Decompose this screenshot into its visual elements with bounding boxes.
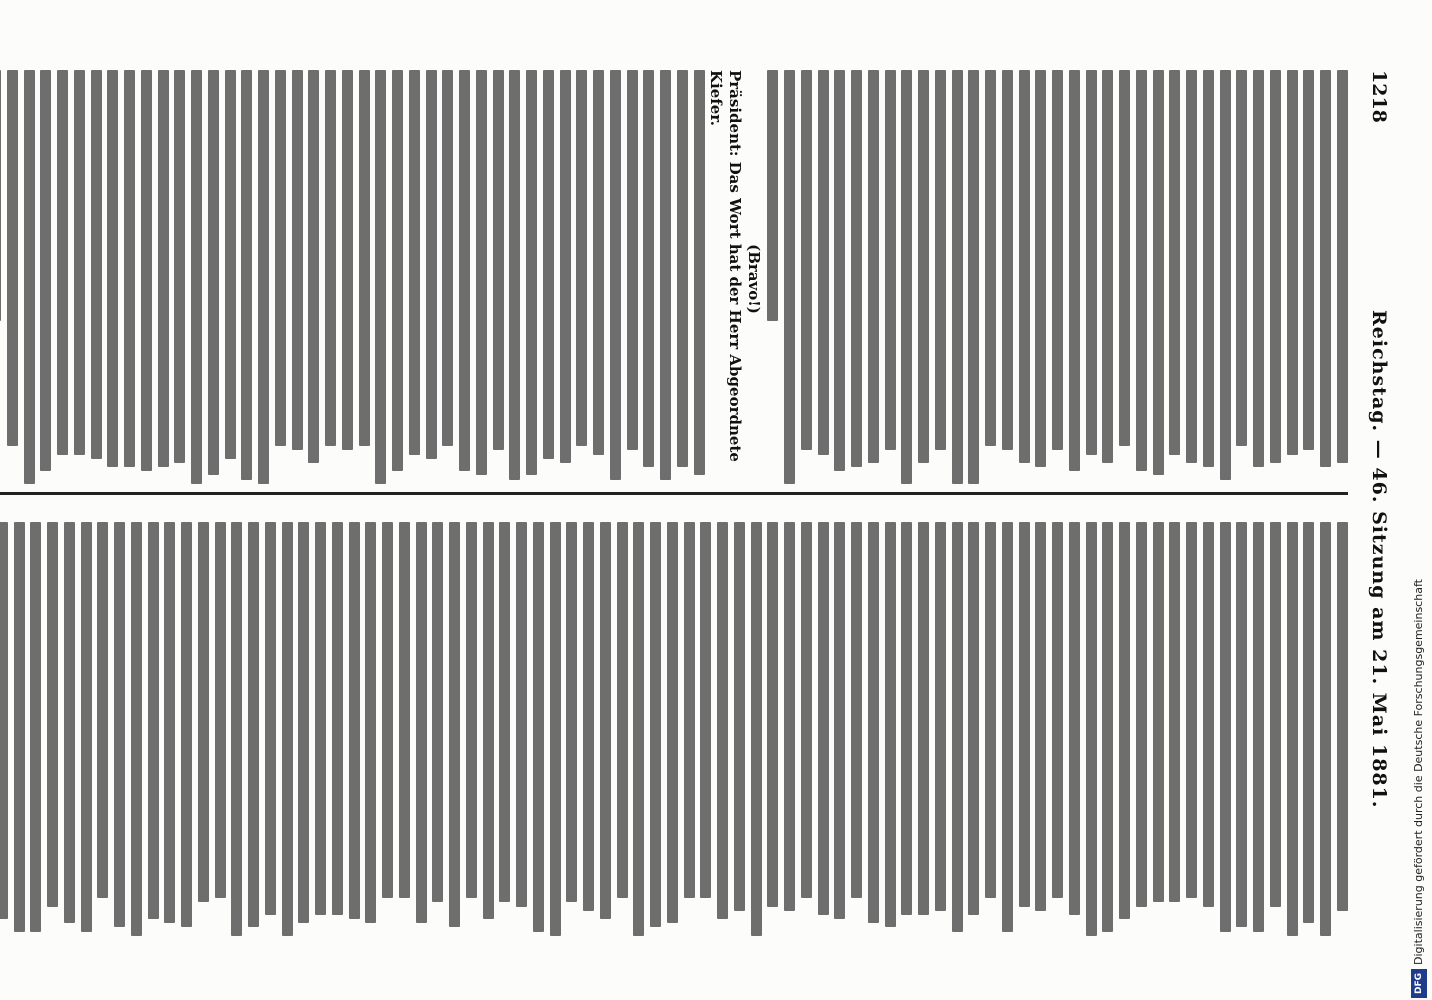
illegible-text-line — [64, 522, 75, 923]
illegible-text-line — [1237, 522, 1248, 927]
illegible-text-line — [1287, 70, 1298, 455]
running-title: Reichstag. — 46. Sitzung am 21. Mai 1881. — [1368, 310, 1390, 809]
illegible-text-line — [533, 522, 544, 932]
illegible-text-line — [1119, 70, 1130, 446]
illegible-text-line — [1320, 522, 1331, 936]
illegible-text-line — [969, 522, 980, 915]
illegible-text-line — [510, 70, 521, 480]
illegible-text-line — [392, 70, 403, 471]
illegible-text-line — [483, 522, 494, 919]
illegible-text-line — [617, 522, 628, 898]
illegible-text-line — [382, 522, 393, 898]
illegible-text-line — [108, 70, 119, 467]
illegible-text-line — [677, 70, 688, 467]
illegible-text-line — [526, 70, 537, 475]
illegible-text-line — [818, 522, 829, 915]
illegible-text-line — [985, 522, 996, 898]
illegible-text-line — [416, 522, 427, 923]
illegible-text-line — [141, 70, 152, 471]
illegible-text-line — [31, 522, 42, 932]
illegible-text-line — [14, 522, 25, 932]
illegible-text-line — [443, 70, 454, 446]
illegible-text-line — [1002, 522, 1013, 932]
illegible-text-line — [751, 522, 762, 936]
illegible-text-block — [768, 70, 1349, 488]
illegible-text-line — [292, 70, 303, 450]
illegible-text-line — [242, 70, 253, 480]
illegible-text-line — [1237, 70, 1248, 446]
illegible-text-line — [1069, 522, 1080, 915]
illegible-text-line — [131, 522, 142, 936]
illegible-text-line — [634, 522, 645, 936]
illegible-text-line — [868, 522, 879, 923]
illegible-text-line — [902, 70, 913, 484]
illegible-text-line — [148, 522, 159, 919]
illegible-text-line — [985, 70, 996, 446]
illegible-text-line — [0, 70, 1, 321]
illegible-text-line — [818, 70, 829, 455]
illegible-text-line — [1019, 522, 1030, 907]
illegible-text-line — [81, 522, 92, 932]
illegible-text-line — [1103, 70, 1114, 463]
illegible-text-line — [650, 522, 661, 927]
illegible-text-line — [784, 70, 795, 484]
illegible-text-line — [701, 522, 712, 898]
illegible-text-line — [0, 522, 8, 919]
illegible-text-line — [935, 522, 946, 911]
illegible-text-line — [98, 522, 109, 898]
illegible-text-line — [332, 522, 343, 915]
illegible-text-line — [1052, 70, 1063, 450]
illegible-text-line — [7, 70, 18, 446]
illegible-text-line — [342, 70, 353, 450]
illegible-text-line — [1136, 70, 1147, 471]
illegible-text-line — [1036, 70, 1047, 467]
illegible-text-line — [610, 70, 621, 480]
illegible-text-line — [349, 522, 360, 919]
illegible-text-line — [952, 522, 963, 932]
illegible-text-line — [1253, 70, 1264, 467]
illegible-text-line — [583, 522, 594, 911]
illegible-text-line — [466, 522, 477, 898]
illegible-text-line — [1253, 522, 1264, 932]
illegible-text-line — [1170, 70, 1181, 455]
illegible-text-line — [516, 522, 527, 907]
illegible-text-line — [175, 70, 186, 463]
illegible-text-line — [600, 522, 611, 919]
illegible-text-line — [627, 70, 638, 450]
illegible-text-line — [1052, 522, 1063, 898]
illegible-text-line — [198, 522, 209, 902]
illegible-text-line — [1170, 522, 1181, 902]
illegible-text-line — [158, 70, 169, 467]
illegible-text-line — [684, 522, 695, 898]
illegible-text-line — [325, 70, 336, 446]
illegible-text-line — [459, 70, 470, 471]
illegible-text-line — [1304, 70, 1315, 450]
illegible-text-line — [550, 522, 561, 936]
illegible-text-line — [493, 70, 504, 450]
illegible-text-line — [47, 522, 58, 907]
illegible-text-line — [1220, 70, 1231, 480]
illegible-text-line — [694, 70, 705, 475]
illegible-text-line — [1320, 70, 1331, 467]
digitization-credit — [1411, 579, 1427, 998]
illegible-text-line — [902, 522, 913, 915]
illegible-text-line — [885, 70, 896, 450]
illegible-text-line — [265, 522, 276, 915]
illegible-text-line — [208, 70, 219, 475]
illegible-text-line — [1270, 70, 1281, 463]
illegible-text-line — [851, 70, 862, 467]
interjection: (Bravo!) — [744, 244, 763, 314]
illegible-text-line — [660, 70, 671, 480]
illegible-text-line — [366, 522, 377, 923]
illegible-text-line — [1337, 70, 1348, 463]
illegible-text-line — [918, 522, 929, 915]
illegible-text-line — [258, 70, 269, 484]
illegible-text-line — [1287, 522, 1298, 936]
illegible-text-line — [248, 522, 259, 927]
illegible-text-line — [1270, 522, 1281, 907]
illegible-text-line — [500, 522, 511, 902]
illegible-text-line — [768, 70, 779, 321]
illegible-text-line — [1136, 522, 1147, 907]
illegible-text-line — [181, 522, 192, 927]
illegible-text-line — [784, 522, 795, 911]
illegible-text-line — [309, 70, 320, 463]
illegible-text-line — [1119, 522, 1130, 919]
illegible-text-line — [225, 70, 236, 459]
illegible-text-line — [426, 70, 437, 459]
illegible-text-line — [644, 70, 655, 467]
illegible-text-line — [41, 70, 52, 471]
illegible-text-line — [801, 522, 812, 898]
illegible-text-line — [191, 70, 202, 484]
illegible-text-line — [835, 70, 846, 471]
illegible-text-line — [935, 70, 946, 450]
illegible-text-line — [1069, 70, 1080, 471]
illegible-text-line — [734, 522, 745, 911]
illegible-text-line — [1086, 70, 1097, 455]
right-column — [0, 522, 1348, 940]
speaker-intro: Präsident: Das Wort hat der Herr Abgeordnete — [725, 70, 744, 462]
illegible-text-line — [1086, 522, 1097, 936]
dfg-logo: DFG — [1411, 969, 1427, 998]
illegible-text-line — [433, 522, 444, 902]
illegible-text-line — [1153, 70, 1164, 475]
illegible-text-line — [567, 522, 578, 902]
illegible-text-line — [868, 70, 879, 463]
illegible-text-line — [1304, 522, 1315, 923]
illegible-text-line — [1153, 522, 1164, 902]
illegible-text-line — [282, 522, 293, 936]
illegible-text-line — [114, 522, 125, 927]
illegible-text-line — [851, 522, 862, 898]
illegible-text-line — [1186, 522, 1197, 898]
illegible-text-line — [165, 522, 176, 923]
illegible-text-line — [1103, 522, 1114, 932]
illegible-text-line — [57, 70, 68, 455]
illegible-text-line — [885, 522, 896, 927]
illegible-text-line — [399, 522, 410, 898]
illegible-text-line — [74, 70, 85, 455]
illegible-text-line — [560, 70, 571, 463]
illegible-text-line — [1337, 522, 1348, 911]
illegible-text-line — [593, 70, 604, 455]
illegible-text-line — [801, 70, 812, 450]
illegible-text-line — [577, 70, 588, 446]
illegible-text-line — [1002, 70, 1013, 450]
running-header — [1364, 70, 1394, 960]
illegible-text-line — [299, 522, 310, 923]
illegible-text-line — [667, 522, 678, 923]
illegible-text-line — [232, 522, 243, 936]
illegible-text-line — [275, 70, 286, 446]
page-number: 1218 — [1368, 70, 1390, 123]
illegible-text-block — [0, 522, 1348, 940]
illegible-text-line — [91, 70, 102, 459]
illegible-text-line — [315, 522, 326, 915]
illegible-text-block — [0, 70, 705, 488]
illegible-text-line — [835, 522, 846, 919]
illegible-text-line — [476, 70, 487, 475]
illegible-text-line — [1036, 522, 1047, 911]
illegible-text-line — [1220, 522, 1231, 932]
illegible-text-line — [1186, 70, 1197, 463]
illegible-text-line — [376, 70, 387, 484]
illegible-text-line — [952, 70, 963, 484]
left-column — [0, 70, 1348, 488]
illegible-text-line — [409, 70, 420, 455]
illegible-text-line — [1203, 70, 1214, 467]
illegible-text-line — [969, 70, 980, 484]
illegible-text-line — [717, 522, 728, 919]
illegible-text-line — [124, 70, 135, 467]
illegible-text-line — [1203, 522, 1214, 907]
illegible-text-line — [24, 70, 35, 484]
column-divider — [0, 492, 1348, 495]
illegible-text-line — [768, 522, 779, 907]
illegible-text-line — [215, 522, 226, 898]
illegible-text-line — [543, 70, 554, 459]
illegible-text-line — [1019, 70, 1030, 463]
credit-text: Digitalisierung gefördert durch die Deutsche Forschungsgemeinschaft — [1412, 579, 1425, 965]
illegible-text-line — [449, 522, 460, 927]
speaker-name: Kiefer. — [706, 70, 725, 127]
illegible-text-line — [359, 70, 370, 446]
illegible-text-line — [918, 70, 929, 463]
